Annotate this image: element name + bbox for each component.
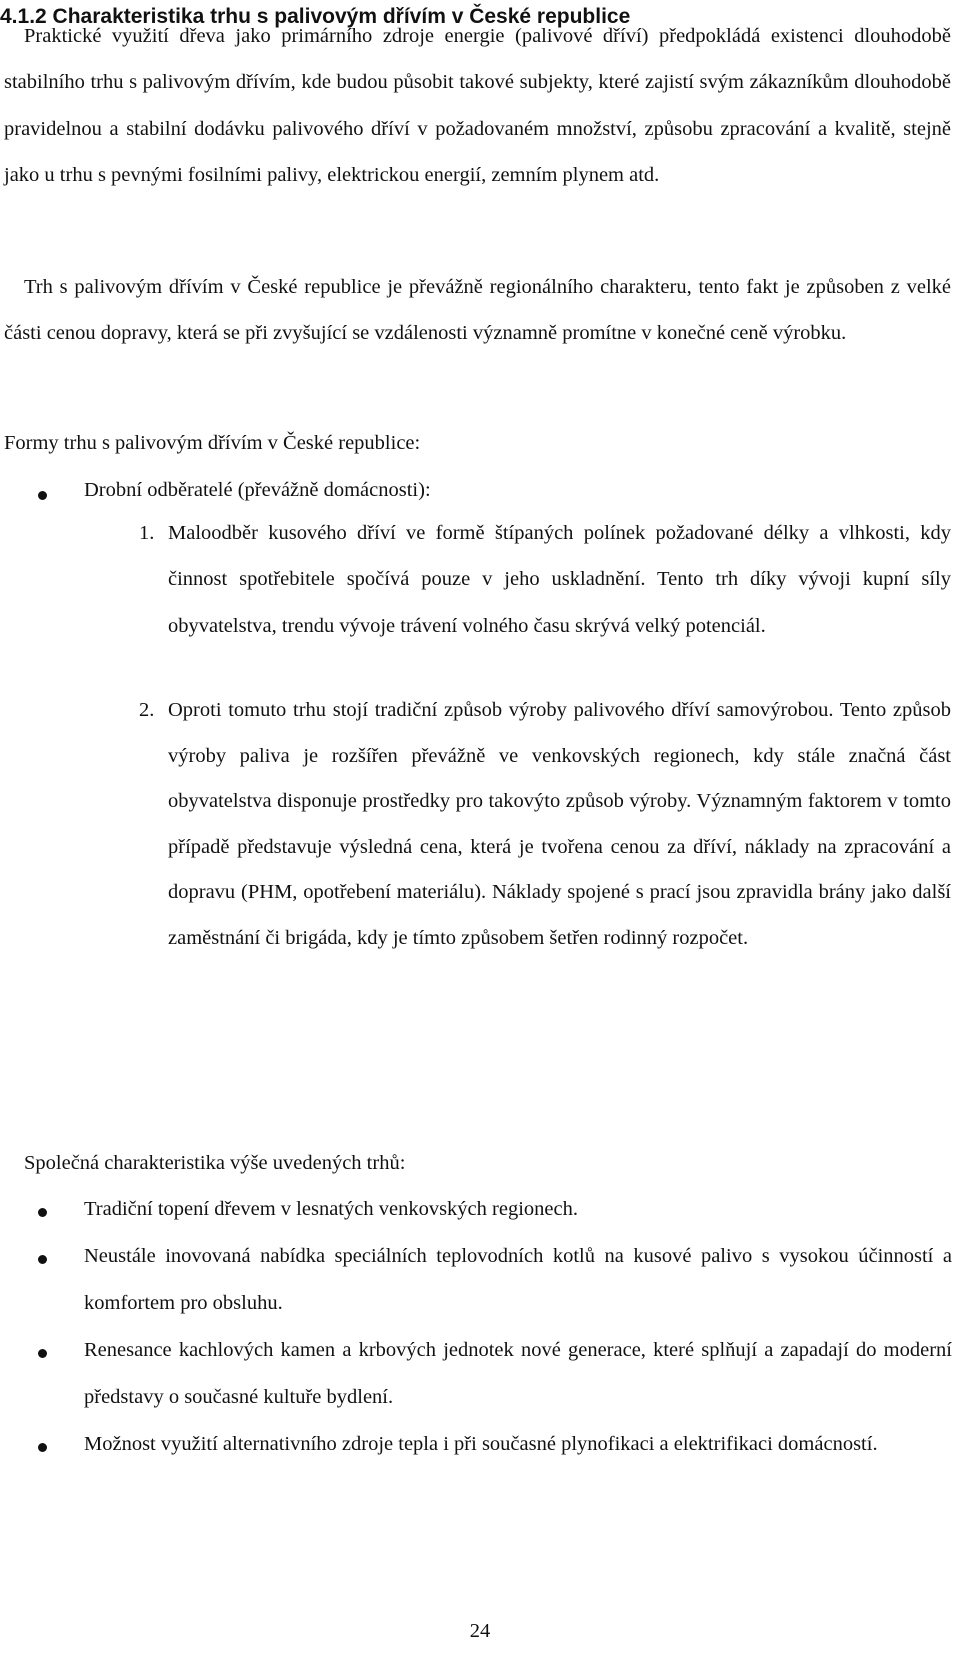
common-bullet-list (0, 1186, 960, 1468)
paragraph-intro: Praktické využití dřeva jako primárního zdroje energie (palivové dříví) předpokládá existenci dlouhodobě stabilního trhu s palivovým dřívím, kde budou působit takové subjekty, které zajistí svým zákazníkům dlouhodobě pravidelnou a stabilní dodávku palivového dříví v požadovaném množství, způsobu zpracování a kvalitě, stejně jako u trhu s pevnými fosilními palivy, elektrickou energií, zemním plynem atd. (4, 25, 951, 186)
bullet-icon (38, 1443, 47, 1452)
paragraph-regional: Trh s palivovým dřívím v České republice je převážně regionálního charakteru, tento fakt je způsoben z velké části cenou dopravy, která se při zvyšující se vzdálenosti významně promítne v konečné ceně výrobku. (4, 276, 951, 344)
item-text: Maloodběr kusového dříví ve formě štípaných polínek požadované délky a vlhkosti, kdy činnost spotřebitele spočívá pouze v jeho uskladnění. Tento trh díky vývoji kupní síly obyvatelstva, trendu vývoje trávení volného času skrývá velký potenciál. (168, 522, 951, 637)
list-item-text: Možnost využití alternativního zdroje tepla i při současné plynofikaci a elektrifikaci domácností. (84, 1433, 878, 1455)
forms-intro: Formy trhu s palivovým dřívím v České republice: (4, 432, 421, 454)
list-item (0, 1186, 960, 1233)
item-text: Oproti tomuto trhu stojí tradiční způsob výroby palivového dříví samovýrobou. Tento způsob výroby paliva je rozšířen převážně ve venkovských regionech, kdy stále značná část obyvatelstva disponuje prostředky pro takovýto způsob výroby. Významným faktorem v tomto případě představuje výsledná cena, která je tvořena cenou za dříví, náklady na zpracování a dopravu (PHM, opotřebení materiálu). Náklady spojené s prací jsou zpravidla brány jako další zaměstnání či brigáda, kdy je tímto způsobem šetřen rodinný rozpočet. (168, 699, 951, 949)
list-item-text: Tradiční topení dřevem v lesnatých venkovských regionech. (84, 1198, 578, 1220)
list-item (0, 1327, 960, 1421)
forms-bullet-text: Drobní odběratelé (převážně domácnosti): (84, 479, 431, 501)
bullet-icon (38, 491, 47, 500)
common-intro: Společná charakteristika výše uvedených trhů: (24, 1152, 406, 1174)
item-number: 2. (139, 699, 155, 721)
list-item-text: Renesance kachlových kamen a krbových jednotek nové generace, které splňují a zapadají do moderní představy o současné kultuře bydlení. (84, 1339, 952, 1408)
bullet-icon (38, 1349, 47, 1358)
bullet-icon (38, 1208, 47, 1217)
list-item (0, 1233, 960, 1327)
list-item (0, 1421, 960, 1468)
list-item-text: Neustále inovovaná nabídka speciálních teplovodních kotlů na kusové palivo s vysokou účinností a komfortem pro obsluhu. (84, 1245, 952, 1314)
section-heading: 4.1.2 Charakteristika trhu s palivovým dřívím v České republice (0, 5, 631, 28)
page-number: 24 (469, 1620, 491, 1642)
bullet-icon (38, 1255, 47, 1264)
item-number: 1. (139, 522, 155, 544)
